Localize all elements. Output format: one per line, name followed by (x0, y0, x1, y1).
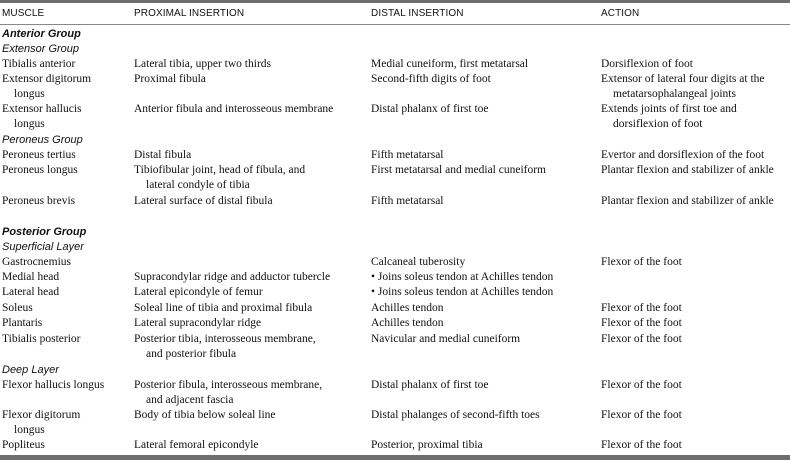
muscle-cell (2, 285, 59, 300)
proximal-line: Lateral tibia, upper two thirds (134, 58, 272, 70)
muscle-line: longus (14, 88, 45, 100)
proximal-cell (134, 194, 273, 209)
action-cell (601, 163, 774, 178)
action-line: Plantar flexion and stabilizer of ankle (601, 164, 774, 176)
muscle-cell (2, 148, 76, 163)
distal-cell (371, 148, 444, 163)
action-cell (601, 438, 682, 453)
table-row (0, 316, 790, 331)
group-heading-deep: Deep Layer (2, 364, 59, 376)
action-cell (601, 255, 682, 270)
muscle-cell (2, 378, 104, 393)
muscle-line: Lateral head (2, 286, 60, 298)
table-row (0, 57, 790, 72)
action-line: Flexor of the foot (601, 379, 682, 391)
muscle-cell (2, 102, 82, 132)
proximal-line: and adjacent fascia (146, 394, 234, 406)
distal-line: Fifth metatarsal (371, 195, 444, 207)
proximal-cell (134, 57, 271, 72)
muscle-cell (2, 255, 71, 270)
action-cell (601, 378, 682, 393)
muscle-line: Soleus (2, 302, 33, 314)
proximal-cell (134, 332, 316, 362)
proximal-line: Supracondylar ridge and adductor tubercle (134, 271, 331, 283)
table-row (0, 102, 790, 130)
distal-cell (371, 194, 444, 209)
muscle-line: Peroneus tertius (2, 149, 76, 161)
muscle-cell (2, 316, 42, 331)
distal-cell (371, 57, 528, 72)
group-heading-superficial: Superficial Layer (2, 241, 84, 253)
table-row (0, 255, 790, 270)
table-row (0, 148, 790, 163)
muscle-line: Tibialis posterior (2, 333, 81, 345)
muscle-cell (2, 163, 78, 178)
distal-cell (371, 270, 553, 285)
muscle-line: Tibialis anterior (2, 58, 76, 70)
proximal-line: Proximal fibula (134, 73, 206, 85)
action-line: Flexor of the foot (601, 409, 682, 421)
muscle-line: longus (14, 118, 45, 130)
proximal-cell (134, 285, 263, 300)
col-header-action: ACTION (601, 8, 640, 19)
table-row (0, 378, 790, 406)
group-heading-posterior: Posterior Group (2, 226, 87, 238)
table-row (0, 270, 790, 285)
proximal-cell (134, 301, 312, 316)
muscle-line: Flexor digitorum (2, 409, 81, 421)
distal-line: Calcaneal tuberosity (371, 256, 466, 268)
action-cell (601, 408, 682, 423)
proximal-line: and posterior fibula (146, 348, 237, 360)
muscle-cell (2, 438, 45, 453)
action-line: Flexor of the foot (601, 256, 682, 268)
action-line: dorsiflexion of foot (613, 118, 703, 130)
muscle-line: Medial head (2, 271, 60, 283)
proximal-line: Posterior fibula, interosseous membrane, (134, 379, 323, 391)
proximal-line: Lateral epicondyle of femur (134, 286, 263, 298)
distal-line: Distal phalanges of second-fifth toes (371, 409, 540, 421)
distal-line: Second-fifth digits of foot (371, 73, 491, 85)
distal-line: Navicular and medial cuneiform (371, 333, 521, 345)
distal-cell (371, 255, 465, 270)
proximal-cell (134, 148, 191, 163)
proximal-line: Lateral surface of distal fibula (134, 195, 273, 207)
muscle-line: Popliteus (2, 439, 45, 451)
muscle-line: Extensor digitorum (2, 73, 92, 85)
distal-line: First metatarsal and medial cuneiform (371, 164, 546, 176)
table-row (0, 332, 790, 360)
distal-line: • Joins soleus tendon at Achilles tendon (371, 271, 554, 283)
proximal-line: Posterior tibia, interosseous membrane, (134, 333, 316, 345)
action-line: Flexor of the foot (601, 439, 682, 451)
proximal-line: Anterior fibula and interosseous membrane (134, 103, 334, 115)
action-line: Plantar flexion and stabilizer of ankle (601, 195, 774, 207)
table-row (0, 163, 790, 191)
distal-line: Achilles tendon (371, 317, 444, 329)
group-heading-extensor: Extensor Group (2, 43, 80, 55)
proximal-cell (134, 72, 206, 87)
proximal-cell (134, 270, 330, 285)
action-cell (601, 301, 682, 316)
action-line: Flexor of the foot (601, 302, 682, 314)
muscle-cell (2, 194, 75, 209)
action-cell (601, 332, 682, 347)
muscle-line: Flexor hallucis longus (2, 379, 105, 391)
distal-cell (371, 332, 520, 347)
proximal-cell (134, 378, 322, 408)
distal-line: Distal phalanx of first toe (371, 103, 489, 115)
muscle-cell (2, 301, 33, 316)
col-header-proximal: PROXIMAL INSERTION (134, 8, 245, 19)
proximal-cell (134, 163, 305, 193)
table-row (0, 301, 790, 316)
proximal-cell (134, 408, 276, 423)
table-row (0, 72, 790, 100)
top-rule (0, 0, 790, 3)
bottom-rule (0, 455, 790, 460)
distal-cell (371, 163, 546, 178)
muscle-cell (2, 332, 80, 347)
action-cell (601, 194, 774, 209)
action-line: Evertor and dorsiflexion of the foot (601, 149, 765, 161)
distal-cell (371, 378, 489, 393)
muscle-line: Plantaris (2, 317, 43, 329)
muscle-cell (2, 408, 80, 438)
action-cell (601, 72, 765, 102)
col-header-muscle: MUSCLE (2, 8, 45, 19)
distal-line: Medial cuneiform, first metatarsal (371, 58, 529, 70)
distal-cell (371, 301, 444, 316)
distal-line: • Joins soleus tendon at Achilles tendon (371, 286, 554, 298)
muscle-line: Peroneus brevis (2, 195, 76, 207)
muscle-line: Gastrocnemius (2, 256, 71, 268)
distal-line: Distal phalanx of first toe (371, 379, 489, 391)
action-line: metatarsophalangeal joints (613, 88, 736, 100)
muscle-cell (2, 72, 91, 102)
proximal-line: Body of tibia below soleal line (134, 409, 276, 421)
table-row (0, 194, 790, 209)
muscle-cell (2, 57, 75, 72)
distal-cell (371, 408, 540, 423)
group-heading-anterior: Anterior Group (2, 28, 81, 40)
action-line: Flexor of the foot (601, 317, 682, 329)
proximal-line: lateral condyle of tibia (146, 179, 250, 191)
proximal-line: Distal fibula (134, 149, 192, 161)
action-line: Extensor of lateral four digits at the (601, 73, 765, 85)
muscle-cell (2, 270, 59, 285)
table-row (0, 285, 790, 300)
col-header-distal: DISTAL INSERTION (371, 8, 464, 19)
proximal-cell (134, 316, 261, 331)
proximal-line: Lateral supracondylar ridge (134, 317, 262, 329)
header-rule (0, 24, 790, 25)
muscle-line: Peroneus longus (2, 164, 78, 176)
table-row (0, 438, 790, 453)
muscle-line: Extensor hallucis (2, 103, 82, 115)
table-row (0, 408, 790, 436)
proximal-cell (134, 102, 333, 117)
action-cell (601, 102, 737, 132)
action-cell (601, 148, 764, 163)
distal-line: Posterior, proximal tibia (371, 439, 483, 451)
action-line: Flexor of the foot (601, 333, 682, 345)
proximal-cell (134, 438, 259, 453)
distal-line: Achilles tendon (371, 302, 444, 314)
distal-cell (371, 316, 444, 331)
action-cell (601, 57, 693, 72)
group-heading-peroneus: Peroneus Group (2, 134, 83, 146)
proximal-line: Lateral femoral epicondyle (134, 439, 259, 451)
distal-line: Fifth metatarsal (371, 149, 444, 161)
distal-cell (371, 438, 483, 453)
distal-cell (371, 102, 489, 117)
action-line: Extends joints of first toe and (601, 103, 737, 115)
proximal-line: Tibiofibular joint, head of fibula, and (134, 164, 306, 176)
action-cell (601, 316, 682, 331)
distal-cell (371, 285, 553, 300)
distal-cell (371, 72, 491, 87)
proximal-line: Soleal line of tibia and proximal fibula (134, 302, 313, 314)
action-line: Dorsiflexion of foot (601, 58, 693, 70)
muscle-line: longus (14, 424, 45, 436)
